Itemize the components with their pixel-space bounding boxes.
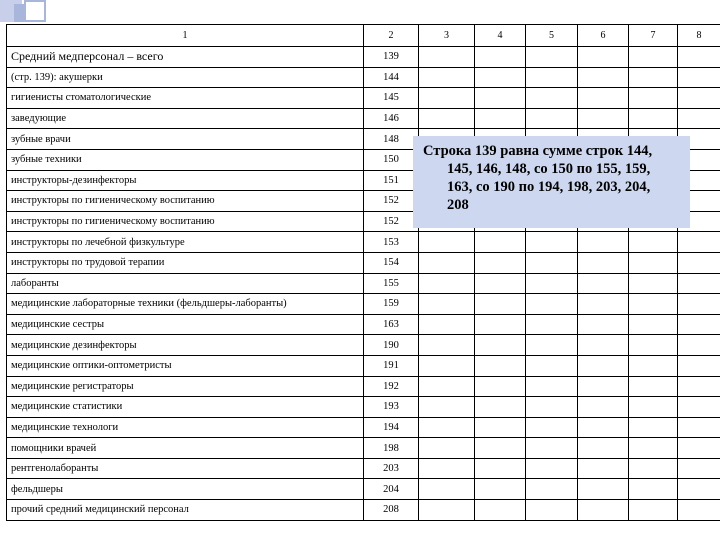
empty-cell[interactable] [419,417,475,438]
row-code: 159 [364,294,419,315]
empty-cell[interactable] [578,397,629,418]
row-code: 191 [364,355,419,376]
empty-cell[interactable] [419,438,475,459]
empty-cell[interactable] [419,108,475,129]
empty-cell[interactable] [629,438,678,459]
table-row [7,108,720,129]
row-code: 148 [364,129,419,150]
empty-cell[interactable] [629,232,678,253]
empty-cell[interactable] [678,88,720,109]
row-code: 203 [364,458,419,479]
empty-cell[interactable] [526,232,578,253]
row-label: инструкторы по гигиеническому воспитанию [7,191,364,212]
empty-cell[interactable] [526,47,578,68]
empty-cell[interactable] [526,88,578,109]
empty-cell[interactable] [419,355,475,376]
row-label: медицинские лабораторные техники (фельдшеры-лаборанты) [7,294,364,315]
row-code: 194 [364,417,419,438]
table-row [7,335,720,356]
empty-cell[interactable] [578,355,629,376]
empty-cell[interactable] [629,417,678,438]
table-row [7,500,720,521]
empty-cell[interactable] [475,417,526,438]
empty-cell[interactable] [578,273,629,294]
row-code: 204 [364,479,419,500]
header-row [7,25,720,47]
empty-cell[interactable] [629,335,678,356]
empty-cell[interactable] [578,108,629,129]
empty-cell[interactable] [475,355,526,376]
note-line: 208 [447,197,469,213]
table-row [7,252,720,273]
row-label: медицинские технологи [7,417,364,438]
empty-cell[interactable] [578,376,629,397]
empty-cell[interactable] [629,376,678,397]
empty-cell[interactable] [629,479,678,500]
empty-cell[interactable] [526,417,578,438]
empty-cell[interactable] [475,67,526,88]
row-code: 163 [364,314,419,335]
table-row [7,67,720,88]
empty-cell[interactable] [629,67,678,88]
row-label: гигиенисты стоматологические [7,88,364,109]
row-code: 152 [364,191,419,212]
empty-cell[interactable] [419,500,475,521]
empty-cell[interactable] [419,314,475,335]
row-label: заведующие [7,108,364,129]
header-cell: 5 [526,25,578,47]
row-code: 151 [364,170,419,191]
note-line: 145, 146, 148, со 150 по 155, 159, [447,161,651,177]
row-label: лаборанты [7,273,364,294]
note-line: 163, со 190 по 194, 198, 203, 204, [447,179,651,195]
table-row [7,314,720,335]
table-row [7,273,720,294]
row-code: 153 [364,232,419,253]
empty-cell[interactable] [475,397,526,418]
empty-cell[interactable] [629,273,678,294]
empty-cell[interactable] [475,88,526,109]
empty-cell[interactable] [629,458,678,479]
empty-cell[interactable] [475,376,526,397]
row-label: медицинские дезинфекторы [7,335,364,356]
empty-cell[interactable] [475,314,526,335]
row-code: 145 [364,88,419,109]
empty-cell[interactable] [578,252,629,273]
empty-cell[interactable] [578,458,629,479]
empty-cell[interactable] [419,47,475,68]
header-cell: 1 [7,25,364,47]
empty-cell[interactable] [419,376,475,397]
empty-cell[interactable] [678,335,720,356]
empty-cell[interactable] [419,294,475,315]
row-label: инструкторы по трудовой терапии [7,252,364,273]
table-row [7,397,720,418]
note-line: Строка 139 равна сумме строк 144, [423,143,653,159]
header-cell: 3 [419,25,475,47]
empty-cell[interactable] [475,294,526,315]
empty-cell[interactable] [578,294,629,315]
empty-cell[interactable] [629,500,678,521]
empty-cell[interactable] [629,294,678,315]
empty-cell[interactable] [526,273,578,294]
empty-cell[interactable] [419,479,475,500]
row-code: 193 [364,397,419,418]
empty-cell[interactable] [419,252,475,273]
row-code: 192 [364,376,419,397]
empty-cell[interactable] [475,458,526,479]
empty-cell[interactable] [526,314,578,335]
row-label: медицинские статистики [7,397,364,418]
empty-cell[interactable] [678,458,720,479]
table-row [7,417,720,438]
row-label: инструкторы по гигиеническому воспитанию [7,211,364,232]
header-cell: 4 [475,25,526,47]
empty-cell[interactable] [678,417,720,438]
empty-cell[interactable] [678,376,720,397]
empty-cell[interactable] [678,479,720,500]
empty-cell[interactable] [526,438,578,459]
table-row [7,458,720,479]
empty-cell[interactable] [475,252,526,273]
empty-cell[interactable] [578,335,629,356]
empty-cell[interactable] [629,314,678,335]
row-code: 152 [364,211,419,232]
table-row [7,47,720,68]
empty-cell[interactable] [475,232,526,253]
row-label: (стр. 139): акушерки [7,67,364,88]
row-code: 155 [364,273,419,294]
empty-cell[interactable] [629,88,678,109]
empty-cell[interactable] [578,67,629,88]
row-label: прочий средний медицинский персонал [7,500,364,521]
table-row [7,88,720,109]
empty-cell[interactable] [475,108,526,129]
table-row [7,232,720,253]
empty-cell[interactable] [526,108,578,129]
empty-cell[interactable] [419,458,475,479]
empty-cell[interactable] [678,500,720,521]
empty-cell[interactable] [578,47,629,68]
empty-cell[interactable] [629,252,678,273]
row-code: 144 [364,67,419,88]
empty-cell[interactable] [475,500,526,521]
empty-cell[interactable] [578,479,629,500]
empty-cell[interactable] [629,47,678,68]
empty-cell[interactable] [419,335,475,356]
empty-cell[interactable] [578,88,629,109]
row-code: 150 [364,149,419,170]
empty-cell[interactable] [678,232,720,253]
empty-cell[interactable] [526,376,578,397]
empty-cell[interactable] [678,294,720,315]
empty-cell[interactable] [678,438,720,459]
decorative-square-outline [24,0,46,22]
empty-cell[interactable] [526,458,578,479]
empty-cell[interactable] [526,335,578,356]
table-row [7,376,720,397]
empty-cell[interactable] [578,438,629,459]
empty-cell[interactable] [678,273,720,294]
empty-cell[interactable] [419,397,475,418]
empty-cell[interactable] [475,438,526,459]
note-box [413,136,690,228]
empty-cell[interactable] [629,397,678,418]
row-code: 139 [364,47,419,68]
staff-table [6,24,720,521]
row-code: 198 [364,438,419,459]
row-code: 208 [364,500,419,521]
empty-cell[interactable] [578,314,629,335]
row-label: инструкторы-дезинфекторы [7,170,364,191]
empty-cell[interactable] [419,67,475,88]
row-label: Средний медперсонал – всего [7,47,364,68]
empty-cell[interactable] [475,47,526,68]
row-label: помощники врачей [7,438,364,459]
empty-cell[interactable] [629,355,678,376]
table-row [7,355,720,376]
empty-cell[interactable] [526,500,578,521]
empty-cell[interactable] [475,273,526,294]
empty-cell[interactable] [678,314,720,335]
empty-cell[interactable] [678,67,720,88]
empty-cell[interactable] [526,397,578,418]
row-label: рентгенолаборанты [7,458,364,479]
row-label: фельдшеры [7,479,364,500]
row-label: медицинские оптики-оптометристы [7,355,364,376]
row-label: зубные техники [7,149,364,170]
empty-cell[interactable] [678,397,720,418]
empty-cell[interactable] [678,355,720,376]
empty-cell[interactable] [526,355,578,376]
header-cell: 6 [578,25,629,47]
row-label: медицинские регистраторы [7,376,364,397]
row-code: 190 [364,335,419,356]
header-cell: 8 [678,25,720,47]
empty-cell[interactable] [526,252,578,273]
empty-cell[interactable] [526,294,578,315]
row-code: 146 [364,108,419,129]
row-code: 154 [364,252,419,273]
table-row [7,479,720,500]
row-label: зубные врачи [7,129,364,150]
header-cell: 2 [364,25,419,47]
empty-cell[interactable] [578,500,629,521]
empty-cell[interactable] [678,252,720,273]
empty-cell[interactable] [419,232,475,253]
empty-cell[interactable] [419,88,475,109]
row-label: инструкторы по лечебной физкультуре [7,232,364,253]
empty-cell[interactable] [629,108,678,129]
empty-cell[interactable] [419,273,475,294]
empty-cell[interactable] [526,67,578,88]
empty-cell[interactable] [678,47,720,68]
table-row [7,438,720,459]
empty-cell[interactable] [526,479,578,500]
empty-cell[interactable] [475,335,526,356]
table-row [7,294,720,315]
empty-cell[interactable] [578,232,629,253]
row-label: медицинские сестры [7,314,364,335]
empty-cell[interactable] [678,108,720,129]
header-cell: 7 [629,25,678,47]
empty-cell[interactable] [578,417,629,438]
empty-cell[interactable] [475,479,526,500]
